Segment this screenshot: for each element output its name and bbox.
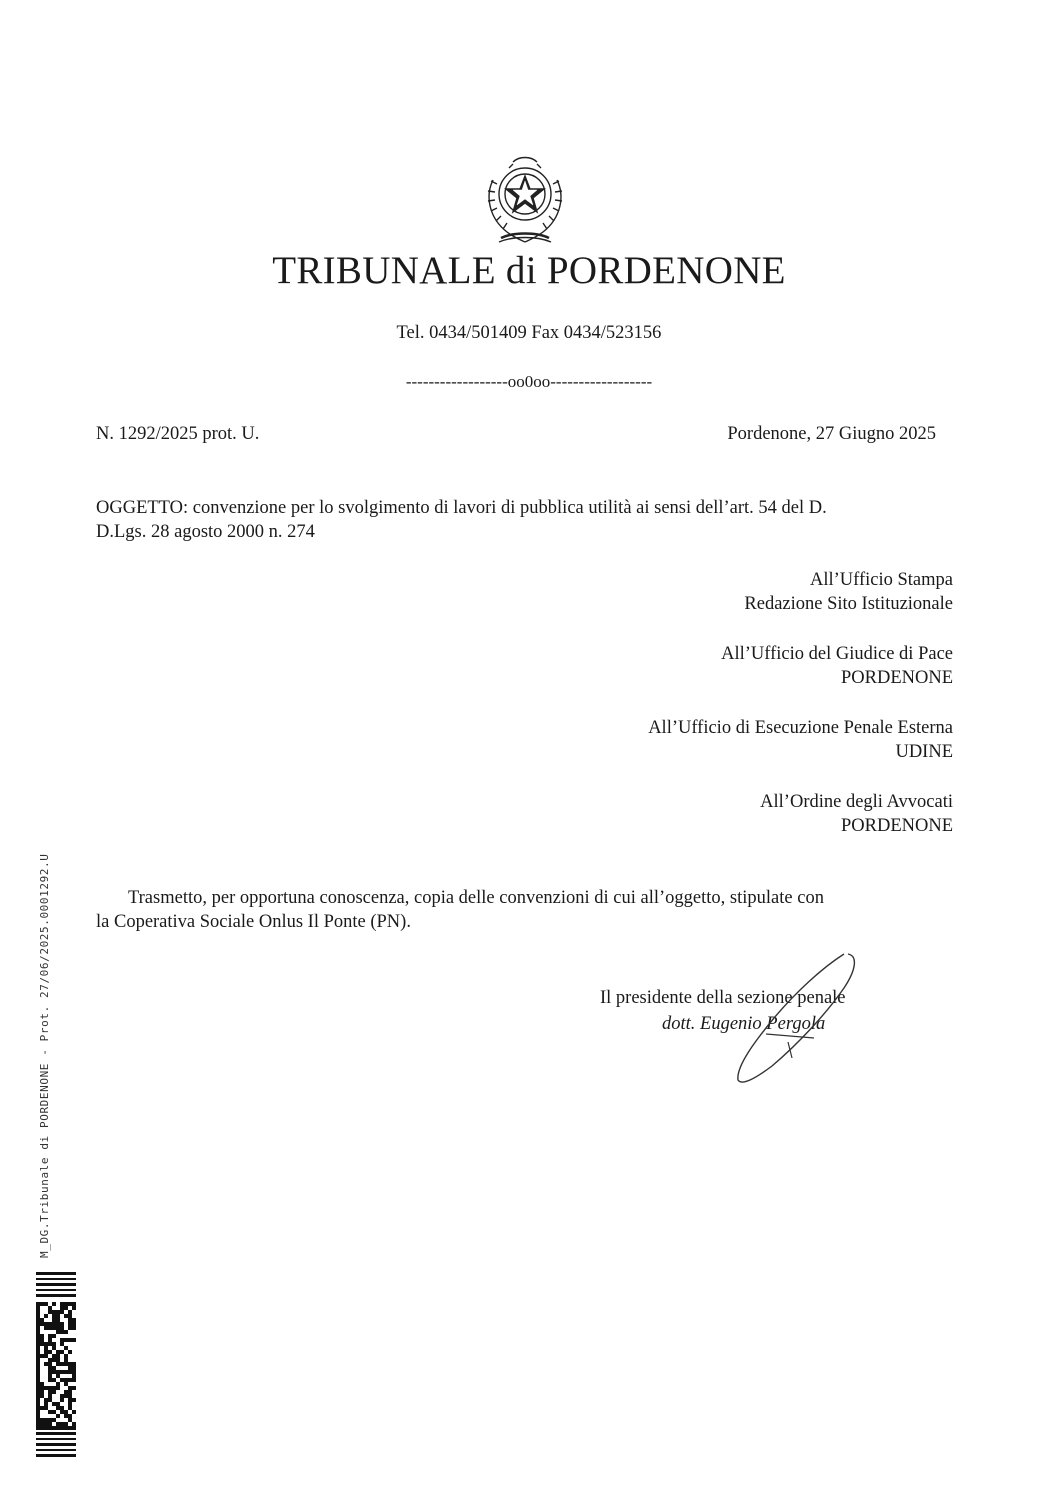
body-paragraph (96, 886, 956, 934)
recipient-1-line-1: All’Ufficio Stampa (809, 570, 953, 590)
protocol-number: N. 1292/2025 prot. U. (96, 424, 260, 444)
recipient-4-line-2: PORDENONE (840, 816, 953, 836)
contact-line: Tel. 0434/501409 Fax 0434/523156 (396, 323, 662, 343)
place-date: Pordenone, 27 Giugno 2025 (727, 424, 936, 444)
recipient-2-line-1: All’Ufficio del Giudice di Pace (721, 644, 953, 664)
subject-line-1: OGGETTO: convenzione per lo svolgimento di lavori di pubblica utilità ai sensi dell’art. 54 del D. (96, 498, 827, 518)
protocol-side-stamp: M_DG.Tribunale di PORDENONE - Prot. 27/06/2025.0001292.U (38, 853, 51, 1258)
recipient-2 (721, 642, 953, 690)
recipient-1-line-2: Redazione Sito Istituzionale (744, 594, 953, 614)
subject-line-2: D.Lgs. 28 agosto 2000 n. 274 (96, 522, 315, 542)
signature-role: Il presidente della sezione penale (600, 988, 846, 1008)
separator-line: ------------------oo0oo------------------ (405, 372, 653, 391)
body-line-2: la Coperativa Sociale Onlus Il Ponte (PN). (96, 912, 411, 932)
recipient-3 (648, 716, 953, 764)
recipient-4 (760, 790, 953, 838)
court-title: TRIBUNALE di PORDENONE (272, 249, 786, 292)
datamatrix-barcode-icon (36, 1272, 76, 1460)
italian-republic-emblem-icon (479, 152, 571, 248)
subject-block (96, 496, 956, 544)
handwritten-signature (726, 948, 872, 1086)
recipient-4-line-1: All’Ordine degli Avvocati (760, 792, 953, 812)
signature-name: dott. Eugenio Pergola (662, 1014, 826, 1034)
recipient-2-line-2: PORDENONE (840, 668, 953, 688)
recipient-3-line-2: UDINE (895, 742, 953, 762)
recipient-3-line-1: All’Ufficio di Esecuzione Penale Esterna (648, 718, 953, 738)
body-line-1: Trasmetto, per opportuna conoscenza, copia delle convenzioni di cui all’oggetto, stipulate con (128, 888, 824, 908)
recipient-1 (744, 568, 953, 616)
